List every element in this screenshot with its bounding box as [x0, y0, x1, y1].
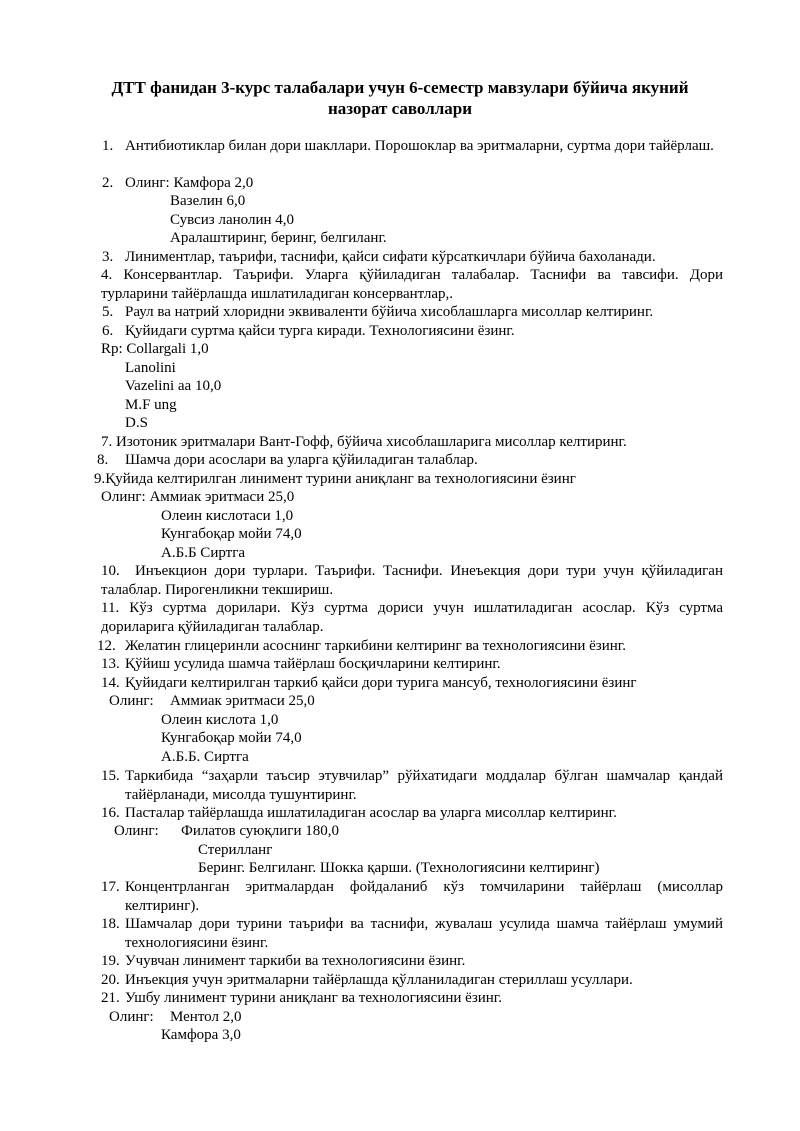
prescription-label: Олинг:: [109, 1009, 154, 1025]
question-18: Шамчалар дори турини таърифи ва таснифи, жувалаш усулида шамча тайёрлаш умумий технологиясини ёзинг.: [125, 916, 723, 951]
question-11: [101, 599, 723, 636]
item-number: 5.: [102, 304, 114, 320]
item-number: 1.: [102, 138, 114, 154]
item-number: 2.: [102, 175, 114, 191]
question-19: Учувчан линимент таркиби ва технологиясини ёзинг.: [125, 953, 466, 969]
prescription-line: Олеин кислота 1,0: [161, 712, 279, 728]
question-10-text: Инъекцион дори турлари. Таърифи. Таснифи. Инеъекция дори тури учун қўйиладиган талаблар. Пирогенликни текшириш.: [101, 563, 723, 598]
question-16: Пасталар тайёрлашда ишлатиладиган асослар ва уларга мисоллар келтиринг.: [125, 805, 617, 821]
question-6: Қуйидаги суртма қайси турга киради. Технологиясини ёзинг.: [125, 323, 515, 339]
prescription-line: M.F ung: [125, 397, 177, 413]
question-20: Инъекция учун эритмаларни тайёрлашда қўлланиладиган стериллаш усуллари.: [125, 972, 633, 988]
question-3: Линиментлар, таърифи, таснифи, қайси сифати кўрсаткичлари бўйича бахоланади.: [125, 249, 656, 265]
question-7: 7. Изотоник эритмалари Вант-Гофф, бўйича хисоблашларига мисоллар келтиринг.: [101, 434, 627, 450]
prescription-line: Вазелин 6,0: [170, 193, 246, 209]
prescription-label: Олинг:: [114, 823, 159, 839]
prescription-line: Lanolini: [125, 360, 176, 376]
question-15: Таркибида “заҳарли таъсир этувчилар” рўйхатидаги моддалар бўлган шамчалар қандай тайёрланади, мисолда тушунтиринг.: [125, 768, 723, 803]
item-number: 15.: [101, 768, 120, 784]
question-10: [101, 562, 723, 599]
question-17: Концентрланган эритмалардан фойдаланиб кўз томчиларини тайёрлаш (мисоллар келтиринг).: [125, 879, 723, 914]
prescription-line: Vazelini aa 10,0: [125, 378, 222, 394]
prescription-line: Олинг: Аммиак эритмаси 25,0: [101, 489, 295, 505]
prescription-line: А.Б.Б Сиртга: [161, 545, 246, 561]
question-13: Қўйиш усулида шамча тайёрлаш босқичларини келтиринг.: [125, 656, 501, 672]
question-11-text: Кўз суртма дорилари. Кўз суртма дориси учун ишлатиладиган асослар. Кўз суртма дориларига қўйиладиган талаблар.: [101, 600, 723, 635]
item-number: 18.: [101, 916, 120, 932]
item-number: 14.: [101, 675, 120, 691]
question-4-text: Консервантлар. Таърифи. Уларга қўйиладиган талабалар. Таснифи ва тавсифи. Дори турларини тайёрлашда ишлатиладиган консервантлар,.: [101, 267, 723, 302]
question-21: Ушбу линимент турини аниқланг ва технологиясини ёзинг.: [125, 990, 503, 1006]
page-title: ДТТ фанидан 3-курс талабалари учун 6-семестр мавзулари бўйича якуний назорат саволлари: [111, 78, 689, 118]
item-number: 6.: [102, 323, 114, 339]
item-number: 4.: [101, 267, 113, 283]
prescription-line: А.Б.Б. Сиртга: [161, 749, 249, 765]
item-number: 19.: [101, 953, 120, 969]
item-number: 3.: [102, 249, 114, 265]
prescription-line: Беринг. Белгиланг. Шокка қарши. (Технологиясини келтиринг): [198, 860, 600, 876]
prescription-line: Rp: Collargali 1,0: [101, 341, 209, 357]
prescription-line: Олинг: Камфора 2,0: [125, 175, 254, 191]
prescription-line: Филатов суюқлиги 180,0: [181, 823, 339, 839]
item-number: 21.: [101, 990, 120, 1006]
prescription-line: Аралаштиринг, беринг, белгиланг.: [170, 230, 387, 246]
prescription-line: Сувсиз ланолин 4,0: [170, 212, 294, 228]
question-8: Шамча дори асослари ва уларга қўйиладиган талаблар.: [125, 452, 478, 468]
question-1: Антибиотиклар билан дори шакллари. Порошоклар ва эритмаларни, суртма дори тайёрлаш.: [125, 138, 714, 154]
prescription-line: Олеин кислотаси 1,0: [161, 508, 294, 524]
question-9: 9.Қуйида келтирилган линимент турини аниқланг ва технологиясини ёзинг: [94, 471, 576, 487]
item-number: 12.: [97, 638, 116, 654]
item-number: 13.: [101, 656, 120, 672]
question-14: Қуйидаги келтирилган таркиб қайси дори турига мансуб, технологиясини ёзинг: [125, 675, 637, 691]
item-number: 11.: [101, 600, 120, 616]
question-12: Желатин глицеринли асоснинг таркибини келтиринг ва технологиясини ёзинг.: [125, 638, 626, 654]
item-number: 17.: [101, 879, 120, 895]
prescription-label: Олинг:: [109, 693, 154, 709]
prescription-line: D.S: [125, 415, 148, 431]
prescription-line: Кунгабоқар мойи 74,0: [161, 730, 302, 746]
item-number: 8.: [97, 452, 109, 468]
prescription-line: Стерилланг: [198, 842, 273, 858]
question-4: [101, 266, 723, 303]
question-5: Раул ва натрий хлоридни эквиваленти бўйича хисоблашларга мисоллар келтиринг.: [125, 304, 654, 320]
prescription-line: Аммиак эритмаси 25,0: [170, 693, 315, 709]
prescription-line: Камфора 3,0: [161, 1027, 241, 1043]
item-number: 16.: [101, 805, 120, 821]
prescription-line: Ментол 2,0: [170, 1009, 242, 1025]
item-number: 10.: [101, 563, 120, 579]
prescription-line: Кунгабоқар мойи 74,0: [161, 526, 302, 542]
item-number: 20.: [101, 972, 120, 988]
